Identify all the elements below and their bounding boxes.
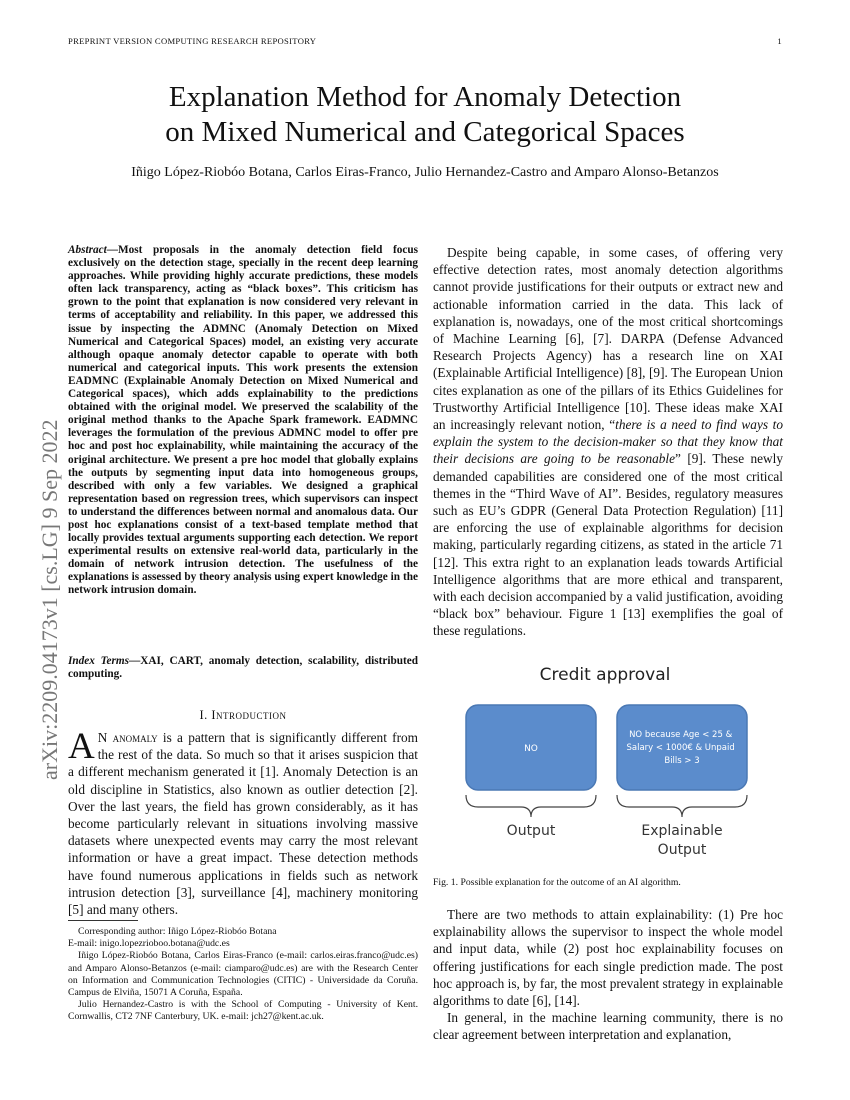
section-title: Introduction: [211, 708, 287, 722]
index-terms: [68, 655, 418, 681]
running-title: PREPRINT VERSION COMPUTING RESEARCH REPOSITORY: [68, 36, 317, 46]
footnote-divider: [68, 920, 138, 921]
footnote-affiliation-2: Julio Hernandez-Castro is with the School of Computing - University of Kent. Cornwallis, CT2 7NF Canterbury, UK. e-mail: jch27@kent.ac.uk.: [68, 999, 418, 1023]
explainable-output-box-label: NO because Age < 25 & Salary < 1000€ & Unpaid Bills > 3: [626, 730, 735, 766]
drop-cap: A: [68, 726, 95, 767]
footnotes: [68, 926, 418, 1024]
right-column-text: [433, 244, 783, 640]
title-line-1: Explanation Method for Anomaly Detection: [168, 81, 682, 113]
explainable-label-line-2: Output: [657, 842, 707, 858]
intro-lead: N anomaly: [97, 730, 158, 745]
right-column-continued: [433, 906, 783, 1044]
paragraph-interpretation: In general, in the machine learning community, there is no clear agreement between interpretation and explanation,: [433, 1010, 783, 1043]
author-list: Iñigo López-Riobóo Botana, Carlos Eiras-Franco, Julio Hernandez-Castro and Amparo Alonso-Betanzos: [131, 165, 719, 180]
paragraph: Despite being capable, in some cases, of offering very effective detection rates, most anomaly detection algorithms cannot provide justifications for their outputs or extract new and actionable information carried in the data. This lack of explanation is, nowadays, one of the most critical shortcomings of Machine Learning [6], [7]. DARPA (Defense Advanced Research Projects Agency) has a research line on XAI (Explainable Artificial Intelligence) [8], [9]. The European Union cites explanation as one of the pillars of its Ethics Guidelines for Trustworthy Artificial Intelligence [10]. These ideas make XAI an increasingly relevant notion, “there is a need to find ways to explain the system to the decision-maker so that they know that their decisions are going to be reasonable” [9]. These newly demanded capabilities are considered one of the most critical themes in the “Third Wave of AI”. Besides, regulatory measures such as EU’s GDPR (General Data Protection Regulation) [11] are enforcing the use of explainable algorithms for decision making, particularly regarding citizens, as stated in the article 71 [12]. This extra right to an explanation leads towards Artificial Intelligence algorithms that are more ethical and transparent, with each decision accompanied by a valid justification, avoiding “black box” behaviour. Figure 1 [13] exemplifies the goal of these regulations.: [433, 245, 784, 639]
explainable-output-brace: [617, 795, 747, 817]
output-label: Output: [506, 823, 556, 839]
figure-title: Credit approval: [539, 665, 671, 685]
section-heading-introduction: [68, 708, 418, 723]
output-box-label: NO: [524, 744, 538, 754]
intro-text: is a pattern that is significantly different from the rest of the data. So much so that it arises suspicion that a different mechanism generated it [1]. Anomaly Detection is an old discipline in Statistics, also known as outlier detection [2]. Over the last years, the field has grown considerably, as it has become particularly relevant in situations involving massive datasets where unexpected events may carry the most relevant information or have a great impact. These detection methods have found numerous applications in fields such as network intrusion detection [3], surveillance [4], machinery monitoring [5] and many others.: [68, 730, 418, 918]
abstract: [68, 244, 418, 598]
abstract-text: —Most proposals in the anomaly detection field focus exclusively on the detection stage, specially in the recent deep learning approaches. While providing highly accurate predictions, these models often lack transparency, acting as “black boxes”. This criticism has grown to the point that explanation is now considered very relevant in terms of acceptability and reliability. In this paper, we addressed this issue by inspecting the ADMNC (Anomaly Detection on Mixed Numerical and Categorical Spaces) model, an existing very accurate although opaque anomaly detector capable to operate with both numerical and categorical inputs. This work presents the extension EADMNC (Explainable Anomaly Detection on Mixed Numerical and Categorical spaces), which adds explainability to the predictions obtained with the original model. We preserved the scalability of the original method thanks to the Apache Spark framework. EADMNC leverages the formulation of the previous ADMNC model to offer pre hoc and post hoc explainability, while maintaining the accuracy of the original architecture. We present a pre hoc model that globally explains the outputs by segmenting input data into homogeneous groups, described with only a few variables. We designed a graphical representation based on regression trees, which supervisors can inspect to understand the differences between normal and anomalous data. Our post hoc explanations consist of a text-based template method that locally provides textual arguments supporting each detection. We report experimental results on extensive real-world data, particularly in the domain of network intrusion detection. The usefulness of the explanations is assessed by theory analysis using expert knowledge in the network intrusion domain.: [68, 244, 418, 597]
output-brace: [466, 795, 596, 817]
footnote-affiliation-1: Iñigo López-Riobóo Botana, Carlos Eiras-Franco (e-mail: carlos.eiras.franco@udc.es) and Amparo Alonso-Betanzos (e-mail: ciamparo@udc.es) are with the Research Center on Information and Communication Technologies (CITIC) - Universidade da Coruña. Campus de Elviña, 15071 A Coruña, España.: [68, 950, 418, 999]
intro-paragraph: [68, 726, 418, 918]
section-number: I.: [199, 708, 208, 722]
index-terms-label: Index Terms: [68, 655, 130, 667]
footnote-email: E-mail: inigo.lopezrioboo.botana@udc.es: [68, 938, 230, 950]
figure-credit-approval: [433, 655, 783, 865]
index-terms-text: —XAI, CART, anomaly detection, scalability, distributed computing.: [68, 655, 419, 681]
paper-title: [60, 80, 790, 150]
arxiv-identifier: arXiv:2209.04173v1 [cs.LG] 9 Sep 2022: [37, 419, 62, 780]
quote: there is a need to find ways to explain the system to the decision-maker so that they know that their decisions are going to be reasonable: [433, 417, 784, 467]
title-line-2: on Mixed Numerical and Categorical Spaces: [165, 116, 685, 148]
figure-caption: Fig. 1. Possible explanation for the outcome of an AI algorithm.: [433, 877, 681, 888]
paragraph-explainability-methods: There are two methods to attain explainability: (1) Pre hoc explainability allows the supervisor to inspect the whole model and input data, while (2) post hoc explainability focuses on offering justifications for each single prediction made. The post hoc approach is, by far, the most prevalent strategy in explainable algorithms to date [6], [14].: [433, 907, 783, 1009]
explainable-label-line-1: Explainable: [641, 823, 723, 839]
page-number: 1: [777, 36, 782, 46]
running-header: [68, 36, 782, 46]
footnote-corresponding: Corresponding author: Iñigo López-Riobóo Botana: [78, 926, 277, 937]
abstract-label: Abstract: [68, 244, 107, 256]
